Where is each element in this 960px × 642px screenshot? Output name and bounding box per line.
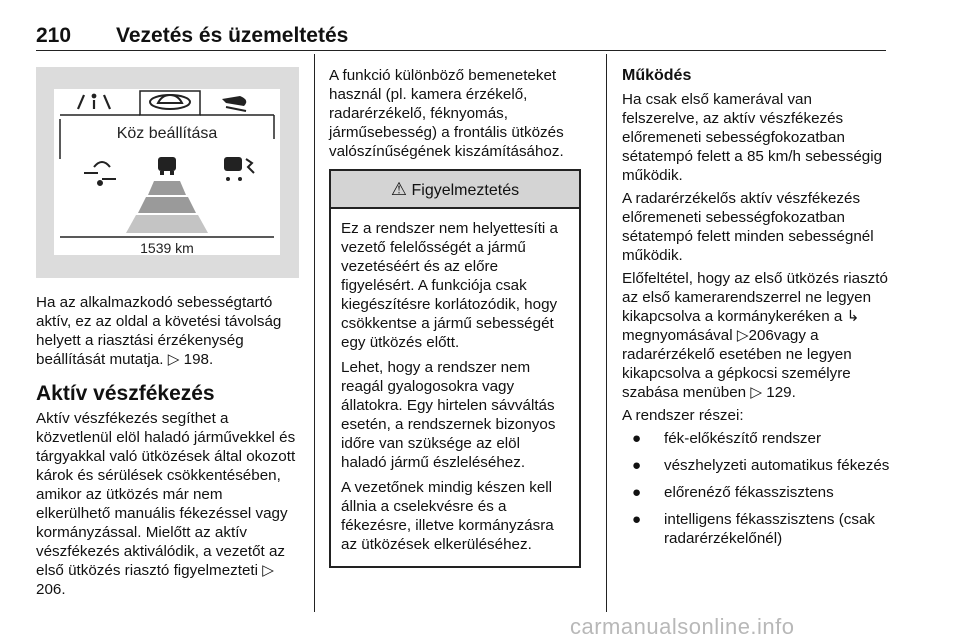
sensitivity-gauge (126, 181, 208, 233)
page-ref-icon[interactable]: ▷ (262, 562, 274, 579)
instrument-display-figure (36, 67, 299, 278)
page-ref-icon[interactable]: ▷ (736, 327, 749, 344)
page-ref-icon[interactable]: ▷ (750, 384, 763, 401)
bullet-dot-icon: ● (632, 484, 642, 501)
steering-wheel-button-icon: ↳ (846, 308, 860, 325)
column-2 (329, 66, 581, 568)
warning-paragraph: Ez a rendszer nem helyettesíti a vezető felelősségét a jármű vezetéséért és az előre figyelésért. A funkciója csak kiegészítésre korlátozódik, hogy csökkentse a jármű sebességét egy ütközés előtt. (341, 220, 558, 351)
page-ref-link[interactable]: 198. (183, 351, 214, 368)
warning-header (331, 171, 579, 209)
section-paragraph: Aktív vészfékezés segíthet a közvetlenül elöl haladó járművekkel és tárgyakkal való ütközések által okozott károk és sérülések csökkentésében, amikor az ütközés már nem elkerülhető manuális fékezéssel vagy kormányzással. Mielőtt az aktív vészfékezés aktiválódik, a vezetőt az első ütközés riasztó figyelmezteti ▷ 206. (36, 410, 296, 598)
collision-warning-icon (224, 157, 254, 181)
bullet-dot-icon: ● (632, 457, 642, 474)
section-title: Aktív vészfékezés (36, 382, 215, 405)
column-divider-left (314, 54, 315, 612)
warning-box (329, 169, 581, 568)
operation-paragraph: Ha csak első kamerával van felszerelve, az aktív vészfékezés előremeneti sebességfokozatban sétatempó felett a 85 km/h sebességig működik. (622, 91, 883, 184)
page-ref-link[interactable]: 206. (36, 581, 66, 598)
lane-assist-tab-icon (78, 95, 110, 109)
column-1 (36, 293, 300, 603)
chapter-title: Vezetés és üzemeltetés (116, 24, 349, 47)
display-graphic (54, 89, 280, 255)
operation-paragraph: A radarérzékelős aktív vészfékezés előremeneti sebességfokozatban sétatempó felett minden sebességnél működik. (622, 190, 874, 264)
bullet-dot-icon: ● (632, 430, 642, 447)
column-3 (622, 66, 892, 556)
watermark: carmanualsonline.info (570, 614, 795, 639)
page-ref-link[interactable]: 206 (748, 327, 774, 344)
components-intro: A rendszer részei: (622, 407, 744, 424)
page-ref-link[interactable]: 129. (766, 384, 796, 401)
list-item: ● vészhelyzeti automatikus fékezés (632, 457, 890, 474)
components-list (622, 429, 892, 548)
odometer-readout: 1539 km (140, 240, 194, 255)
display-screen (54, 89, 280, 255)
bullet-dot-icon: ● (632, 511, 642, 528)
page-ref-icon[interactable]: ▷ (167, 351, 180, 368)
warning-title: Figyelmeztetés (411, 182, 520, 199)
page-number: 210 (36, 24, 72, 47)
adaptive-cruise-icon (84, 162, 116, 185)
column-divider-right (606, 54, 607, 612)
list-item: ● előrenéző fékasszisztens (632, 484, 834, 501)
subsection-title: Működés (622, 67, 692, 84)
warning-paragraph: A vezetőnek mindig készen kell állnia a cselekvésre és a fékezésre, illetve kormányzásra az ütközések elkerüléséhez. (341, 479, 554, 553)
page-header (36, 24, 886, 51)
warning-paragraph: Lehet, hogy a rendszer nem reagál gyalogosokra vagy állatokra. Egy hirtelen sávváltás esetén, a rendszernek bizonyos időre van szüksége az elöl haladó jármű észleléséhez. (341, 359, 556, 471)
warning-body (331, 209, 579, 566)
warning-triangle-icon: ⚠ (390, 179, 408, 199)
list-item: ● fék-előkészítő rendszer (632, 430, 822, 447)
vehicle-ahead-icon (158, 157, 176, 175)
display-menu-title: Köz beállítása (116, 125, 218, 142)
headlight-tab-icon (222, 96, 246, 111)
precondition-paragraph: Előfeltétel, hogy az első ütközés riasztó az első kamerarendszerrel ne legyen kikapcsolva a kormánykeréken a ↳ megnyomásával ▷206vagy a radarérzékelő esetében ne legyen kikapcsolva a gépkocsi személyre szabása menüben ▷ 129. (622, 270, 888, 401)
list-item: ● intelligens fékasszisztens (csak radarérzékelőnél) (632, 511, 876, 547)
intro-paragraph: Ha az alkalmazkodó sebességtartó aktív, ez az oldal a követési távolság helyett a riasztási érzékenység beállítását mutatja. ▷ 198. (36, 294, 282, 368)
function-paragraph: A funkció különböző bemeneteket használ (pl. kamera érzékelő, radarérzékelő, féknyomás, járműsebesség) a frontális ütközés valószínűségének kiszámításához. (329, 67, 564, 160)
